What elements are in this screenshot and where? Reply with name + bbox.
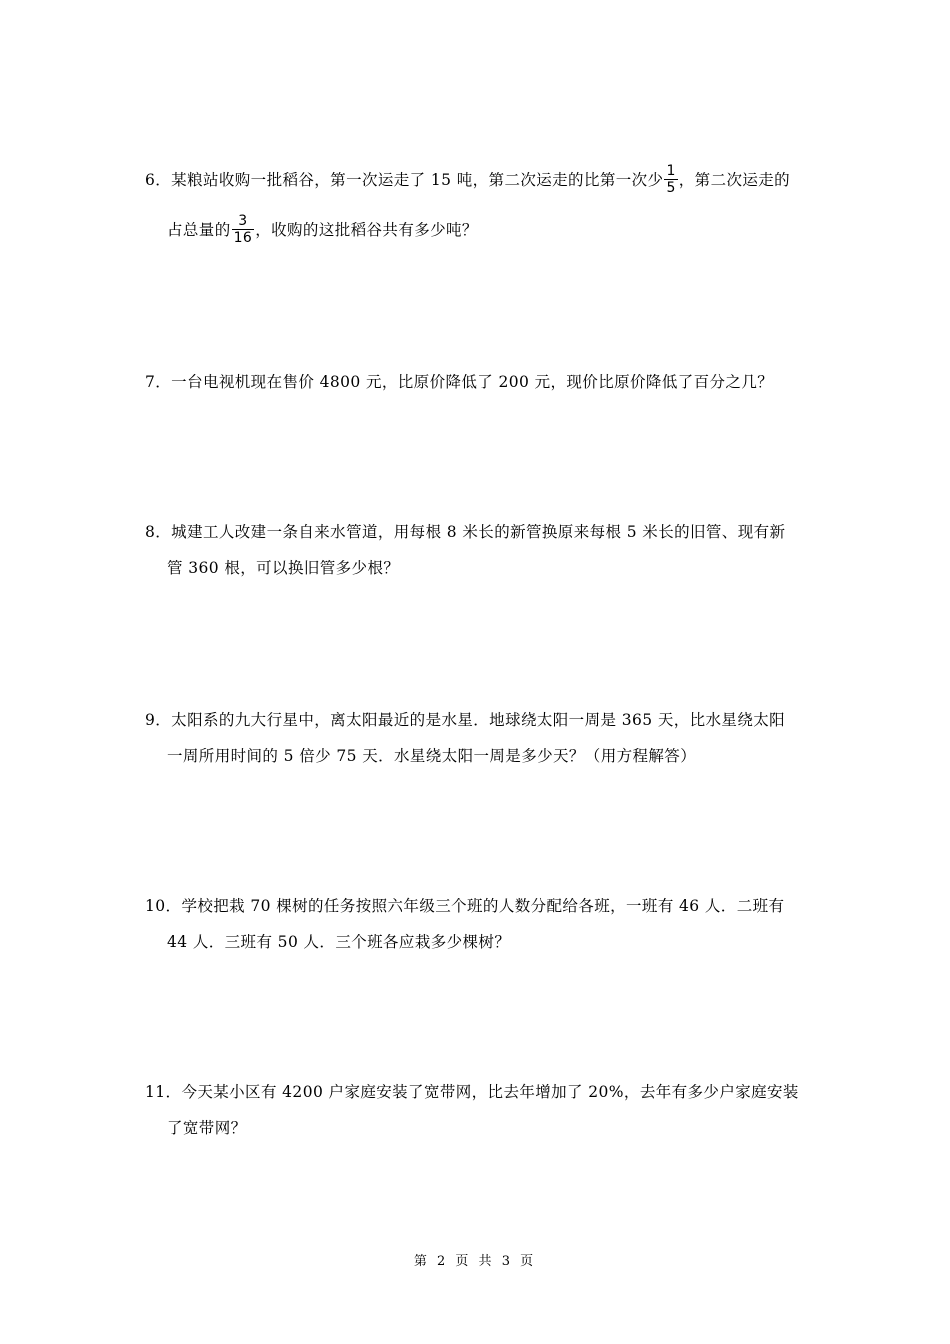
problem-7-line-1 — [145, 364, 810, 400]
problem-text: ，第二次运走的 — [678, 171, 791, 189]
fraction-one-fifth — [664, 163, 677, 196]
problem-10 — [145, 888, 810, 960]
fraction-numerator: 1 — [666, 162, 676, 179]
problem-text: ，收购的这批稻谷共有多少吨？ — [255, 221, 478, 239]
page-footer: 第 2 页 共 3 页 — [413, 1254, 537, 1269]
problem-8 — [145, 514, 810, 586]
problem-number: 10． — [145, 897, 182, 915]
problem-number: 8． — [145, 523, 172, 541]
problem-text: 太阳系的九大行星中，离太阳最近的是水星．地球绕太阳一周是 365 天，比水星绕太阳 — [171, 711, 786, 729]
problem-text: 44 人．三班有 50 人．三个班各应栽多少棵树？ — [167, 933, 511, 951]
problem-text: 学校把栽 70 棵树的任务按照六年级三个班的人数分配给各班，一班有 46 人．二班有 — [181, 897, 785, 915]
fraction-numerator: 3 — [232, 213, 255, 230]
problem-number: 7． — [145, 373, 172, 391]
problem-8-line-1 — [145, 514, 810, 550]
problem-text: 一台电视机现在售价 4800 元，比原价降低了 200 元，现价比原价降低了百分之几？ — [171, 373, 774, 391]
problem-text: 今天某小区有 4200 户家庭安装了宽带网，比去年增加了 20%，去年有多少户家庭安装 — [181, 1083, 799, 1101]
problem-7 — [145, 364, 810, 400]
problem-number: 11． — [145, 1083, 182, 1101]
problem-6-line-1 — [145, 162, 810, 198]
problem-text: 某粮站收购一批稻谷，第一次运走了 15 吨，第二次运走的比第一次少 — [171, 171, 664, 189]
problem-11-line-2 — [145, 1110, 810, 1146]
fraction-denominator: 16 — [233, 229, 253, 246]
fraction-three-sixteenths — [232, 213, 255, 246]
problem-9-line-1 — [145, 702, 810, 738]
problem-11 — [145, 1074, 810, 1146]
problem-8-line-2 — [145, 550, 810, 586]
problem-6 — [145, 162, 810, 248]
problem-text: 管 360 根，可以换旧管多少根？ — [167, 559, 400, 577]
problem-text: 占总量的 — [167, 221, 231, 239]
problem-11-line-1 — [145, 1074, 810, 1110]
problem-number: 9． — [145, 711, 172, 729]
problem-10-line-2 — [145, 924, 810, 960]
problem-9 — [145, 702, 810, 774]
problem-10-line-1 — [145, 888, 810, 924]
fraction-denominator: 5 — [666, 179, 676, 196]
problem-text: 了宽带网？ — [167, 1119, 247, 1137]
problem-text: 城建工人改建一条自来水管道，用每根 8 米长的新管换原来每根 5 米长的旧管、现有新 — [171, 523, 786, 541]
problem-6-line-2 — [145, 212, 810, 248]
problem-number: 6． — [145, 171, 172, 189]
problem-text: 一周所用时间的 5 倍少 75 天．水星绕太阳一周是多少天？（用方程解答） — [167, 747, 697, 765]
problem-9-line-2 — [145, 738, 810, 774]
